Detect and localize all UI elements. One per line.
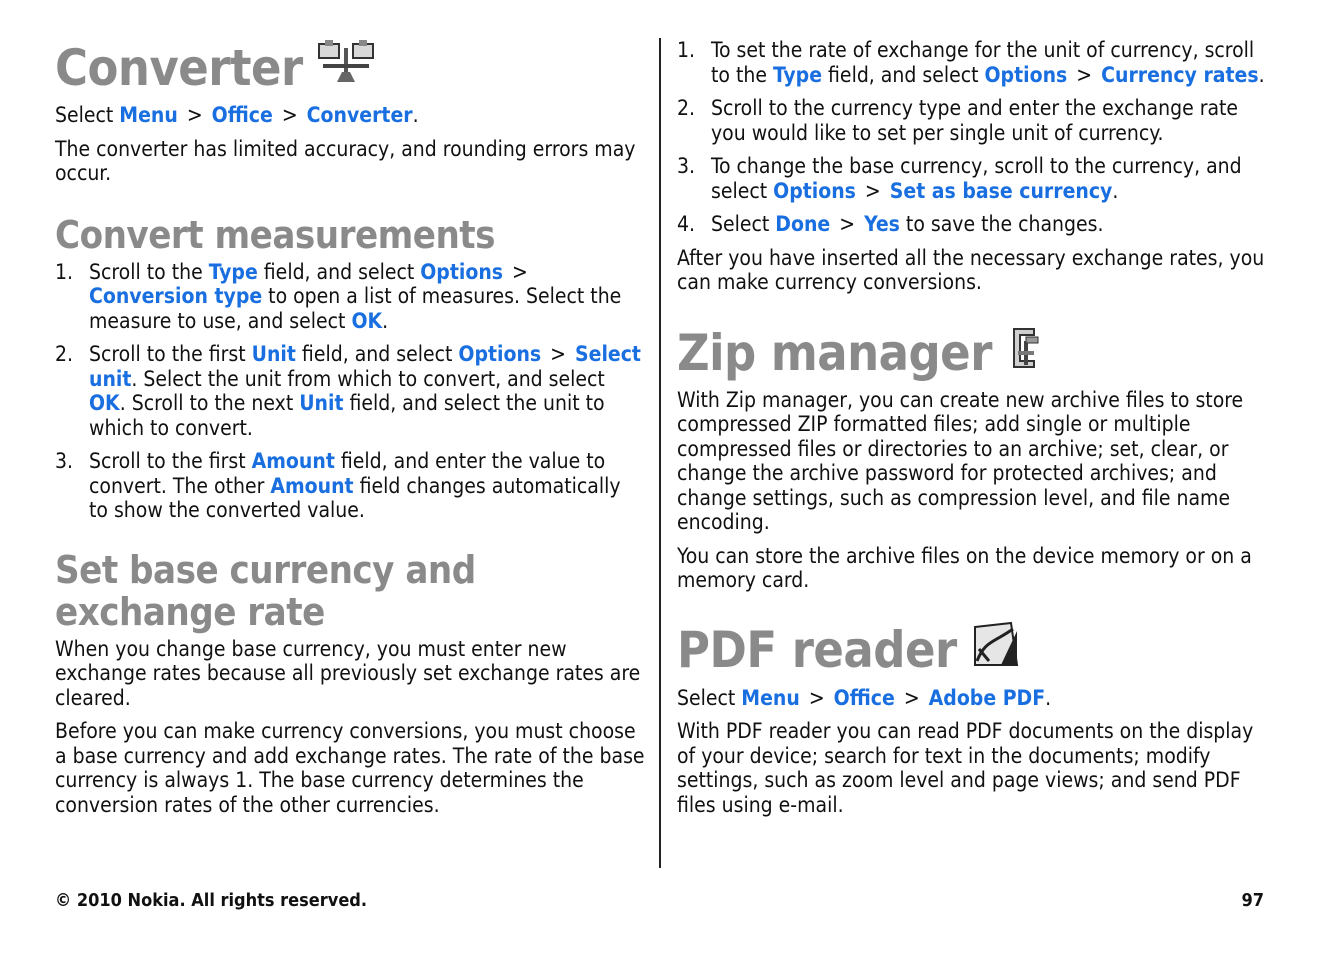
step-text-run: . Select the unit from which to convert, and select <box>131 366 605 391</box>
menu-option-link[interactable]: Currency rates <box>1101 62 1259 87</box>
list-item <box>677 212 1267 237</box>
currency-heading: Set base currency and exchange rate <box>55 547 476 634</box>
office-link[interactable]: Office <box>211 103 273 127</box>
menu-option-link[interactable]: Amount <box>251 449 335 473</box>
pdf-document-icon <box>971 621 1021 680</box>
nav-separator: > <box>512 259 528 284</box>
zip-manager-heading <box>677 325 1267 382</box>
convert-measurements-heading: Convert measurements <box>55 212 496 257</box>
scale-icon <box>317 38 375 97</box>
step-text-run: field, and select the unit to which to convert. <box>89 391 605 440</box>
nav-end: . <box>1045 685 1052 710</box>
zip-clamp-icon <box>1006 325 1042 382</box>
step-number: 1. <box>677 38 696 62</box>
step-text-run: field, and select <box>257 259 421 284</box>
step-text <box>89 342 645 440</box>
menu-option-link[interactable]: Select unit <box>89 342 641 391</box>
page-number: 97 <box>1241 890 1264 911</box>
menu-option-link[interactable]: Conversion type <box>89 284 263 308</box>
pdf-description: With PDF reader you can read PDF documents on the display of your device; search for text in the documents; modify settings, such as zoom level and page views; and send PDF files using e-mail. <box>677 719 1254 817</box>
footer-copyright: © 2010 Nokia. All rights reserved. <box>55 890 368 911</box>
converter-link[interactable]: Converter <box>306 103 413 127</box>
menu-link[interactable]: Menu <box>119 103 178 127</box>
pdf-reader-title: PDF reader <box>677 621 957 679</box>
list-item <box>677 154 1267 203</box>
step-number: 3. <box>677 154 696 178</box>
right-column <box>677 38 1267 826</box>
menu-option-link[interactable]: Yes <box>864 212 900 236</box>
step-text <box>711 96 1267 145</box>
converter-note: The converter has limited accuracy, and rounding errors may occur. <box>55 136 636 185</box>
step-text <box>89 260 645 334</box>
converter-nav-path <box>55 103 645 128</box>
step-text <box>711 38 1267 87</box>
menu-option-link[interactable]: OK <box>89 391 120 415</box>
list-item <box>55 260 645 334</box>
menu-option-link[interactable]: Options <box>773 178 856 203</box>
converter-title: Converter <box>55 38 303 97</box>
step-text-run: Scroll to the <box>89 259 209 284</box>
nav-prefix: Select <box>55 103 114 127</box>
step-text-run: field, and select <box>295 342 459 366</box>
list-item <box>677 38 1267 87</box>
currency-after-text: After you have inserted all the necessary exchange rates, you can make currency conversions. <box>677 245 1265 294</box>
currency-paragraph: Before you can make currency conversions, you must choose a base currency and add exchange rates. The rate of the base currency is always 1. The base currency determines the conversion rates of the other currencies. <box>55 719 645 817</box>
list-item <box>55 449 645 523</box>
step-text-run: . <box>1258 62 1265 87</box>
step-text <box>89 449 645 523</box>
menu-option-link[interactable]: Amount <box>270 473 354 498</box>
step-text-run: field changes automatically to show the converted value. <box>89 473 621 522</box>
menu-option-link[interactable]: OK <box>351 308 383 333</box>
pdf-nav-path <box>677 686 1267 711</box>
step-text-run: . Scroll to the next <box>119 391 300 415</box>
nav-separator: > <box>808 685 825 710</box>
currency-paragraph: When you change base currency, you must enter new exchange rates because all previously set exchange rates are cleared. <box>55 636 641 710</box>
menu-option-link[interactable]: Options <box>458 342 542 366</box>
menu-option-link[interactable]: Done <box>775 212 831 236</box>
menu-option-link[interactable]: Options <box>420 259 504 284</box>
nav-separator: > <box>186 103 203 127</box>
step-number: 4. <box>677 212 696 236</box>
converter-heading <box>55 38 645 97</box>
step-text-run: to open a list of measures. Select the measure to use, and select <box>89 284 622 333</box>
list-item <box>55 342 645 440</box>
step-number: 1. <box>55 259 74 284</box>
nav-separator: > <box>839 212 856 236</box>
step-number: 3. <box>55 449 74 473</box>
nav-separator: > <box>903 685 920 710</box>
menu-option-link[interactable]: Unit <box>251 342 296 366</box>
nav-end: . <box>412 103 419 127</box>
step-text-run: Select <box>711 212 776 236</box>
zip-paragraph: With Zip manager, you can create new archive files to store compressed ZIP formatted files; add single or multiple compressed files or directories to an archive; set, clear, or change the archive password for protected archives; and change settings, such as compression level, and file name encoding. <box>677 387 1244 534</box>
step-text-run: . <box>382 308 389 333</box>
office-link[interactable]: Office <box>833 685 895 710</box>
currency-steps-list <box>677 38 1267 237</box>
measurement-steps-list <box>55 260 645 523</box>
column-divider <box>659 38 661 868</box>
nav-separator: > <box>550 342 567 366</box>
list-item <box>677 96 1267 145</box>
zip-paragraph: You can store the archive files on the device memory or on a memory card. <box>677 543 1252 592</box>
pdf-reader-heading <box>677 621 1267 680</box>
left-column <box>55 38 645 826</box>
nav-separator: > <box>864 178 881 203</box>
step-text <box>711 212 1267 237</box>
menu-option-link[interactable]: Type <box>208 259 258 284</box>
step-text-run: Scroll to the first <box>89 449 252 473</box>
step-text-run: . <box>1112 178 1119 203</box>
menu-option-link[interactable]: Type <box>772 62 823 87</box>
step-number: 2. <box>55 342 74 366</box>
step-text-run: Scroll to the currency type and enter the exchange rate you would like to set per single unit of currency. <box>711 96 1239 145</box>
step-text <box>711 154 1267 203</box>
step-text-run: field, and select <box>822 62 985 87</box>
nav-separator: > <box>281 103 298 127</box>
zip-manager-title: Zip manager <box>677 324 992 382</box>
step-number: 2. <box>677 96 696 120</box>
step-text-run: To set the rate of exchange for the unit of currency, scroll to the <box>711 38 1255 87</box>
menu-option-link[interactable]: Options <box>984 62 1068 87</box>
menu-option-link[interactable]: Set as base currency <box>889 178 1113 203</box>
step-text-run: To change the base currency, scroll to the currency, and select <box>711 154 1242 203</box>
adobe-pdf-link[interactable]: Adobe PDF <box>928 685 1046 710</box>
step-text-run: field, and enter the value to convert. The other <box>89 449 606 498</box>
nav-separator: > <box>1076 62 1093 87</box>
step-text-run: to save the changes. <box>899 212 1104 236</box>
menu-link[interactable]: Menu <box>741 685 800 710</box>
step-text-run: Scroll to the first <box>89 342 252 366</box>
menu-option-link[interactable]: Unit <box>299 391 344 415</box>
nav-prefix: Select <box>677 685 736 710</box>
